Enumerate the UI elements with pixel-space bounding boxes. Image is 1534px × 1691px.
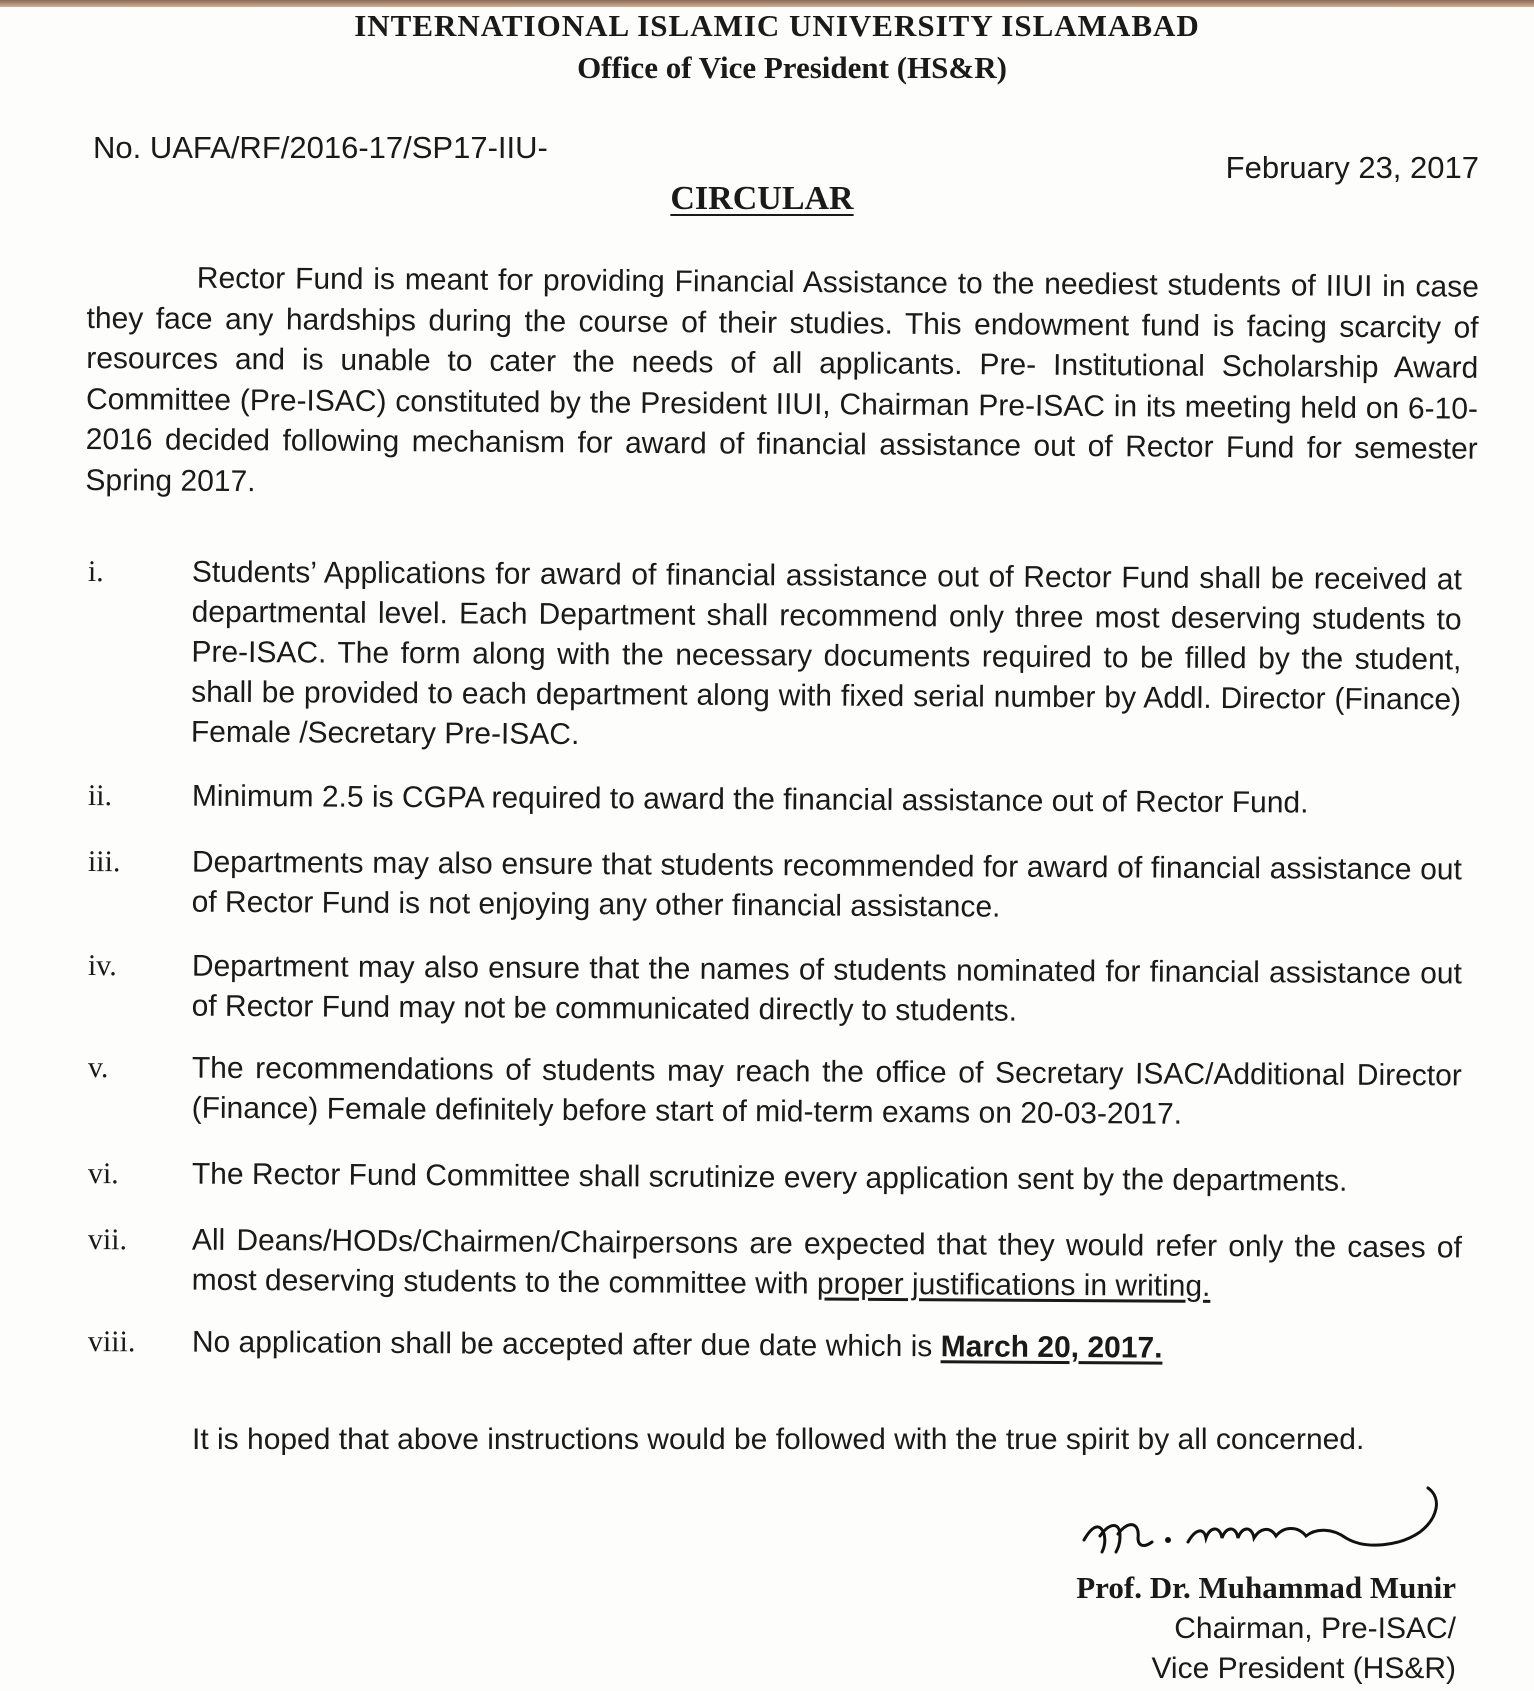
item-number: viii.	[87, 1325, 136, 1359]
item-text: Departments may also ensure that students recommended for award of financial assistance out of Rector Fund is not enjoying any other financial assistance.	[191, 845, 1462, 924]
item-text-main: All Deans/HODs/Chairmen/Chairpersons are expected that they would refer only the cases of most deserving students to the committee with	[191, 1223, 1462, 1301]
item-number: v.	[87, 1051, 109, 1085]
list-item	[80, 1048, 1480, 1137]
item-text: Minimum 2.5 is CGPA required to award the financial assistance out of Rector Fund.	[191, 779, 1309, 820]
reference-number: No. UAFA/RF/2016-17/SP17-IIU-	[93, 130, 548, 165]
closing-sentence: It is hoped that above instructions would be followed with the true spirit by all concerned.	[192, 1423, 1365, 1456]
list-item	[80, 776, 1480, 825]
signatory-title-line1: Chairman, Pre-ISAC/	[1174, 1612, 1456, 1645]
item-number: vii.	[87, 1223, 128, 1257]
item-number: i.	[87, 555, 104, 589]
instruction-list	[80, 552, 1480, 1365]
item-text: The recommendations of students may reach the office of Secretary ISAC/Additional Director (Finance) Female definitely before start of mid-term exams on 20-03-2017.	[191, 1051, 1462, 1131]
list-item	[80, 1322, 1480, 1371]
list-item	[80, 1154, 1480, 1203]
item-text: Students’ Applications for award of financial assistance out of Rector Fund shall be received at departmental level. Each Department shall recommend only three most deserving students to Pre-ISAC. The form along with the necessary documents required to be filled by the student, shall be provided to each department along with fixed serial number by Addl. Director (Finance) Female /Secretary Pre-ISAC.	[190, 555, 1462, 752]
circular-date: February 23, 2017	[1225, 150, 1479, 185]
intro-paragraph: Rector Fund is meant for providing Financial Assistance to the neediest students of IIUI in case they face any hardships during the course of their studies. This endowment fund is facing scarcity of resources and is unable to cater the needs of all applicants. Pre- Institutional Scholarship Award Committee (Pre-ISAC) constituted by the President IIUI, Chairman Pre-ISAC in its meeting held on 6-10-2016 decided following mechanism for award of financial assistance out of Rector Fund for semester Spring 2017.	[85, 261, 1479, 498]
signatory-name: Prof. Dr. Muhammad Munir	[1076, 1570, 1456, 1605]
item-number: iii.	[87, 845, 121, 879]
underlined-phrase: proper justifications in writing.	[816, 1267, 1211, 1303]
due-date: March 20, 2017.	[940, 1330, 1163, 1365]
handwritten-signature	[1070, 1482, 1470, 1572]
list-item	[79, 552, 1480, 761]
list-item	[80, 1220, 1480, 1309]
item-text	[192, 1221, 1480, 1309]
item-text: Department may also ensure that the names of students nominated for financial assistance out of Rector Fund may not be communicated directly to students.	[191, 949, 1462, 1028]
item-number: vi.	[87, 1157, 119, 1191]
item-text: The Rector Fund Committee shall scrutinize every application sent by the departments.	[191, 1157, 1348, 1198]
list-item	[80, 842, 1480, 931]
list-item	[80, 946, 1480, 1035]
item-text-main: No application shall be accepted after due date which is	[191, 1325, 933, 1364]
office-name: Office of Vice President (HS&R)	[577, 50, 1007, 85]
document-title: CIRCULAR	[670, 180, 854, 217]
item-number: ii.	[87, 779, 113, 813]
scan-edge	[0, 0, 1534, 7]
university-name: INTERNATIONAL ISLAMIC UNIVERSITY ISLAMABAD	[354, 8, 1200, 43]
item-number: iv.	[87, 949, 117, 983]
item-text	[192, 1323, 1480, 1371]
signatory-title-line2: Vice President (HS&R)	[1151, 1652, 1456, 1685]
